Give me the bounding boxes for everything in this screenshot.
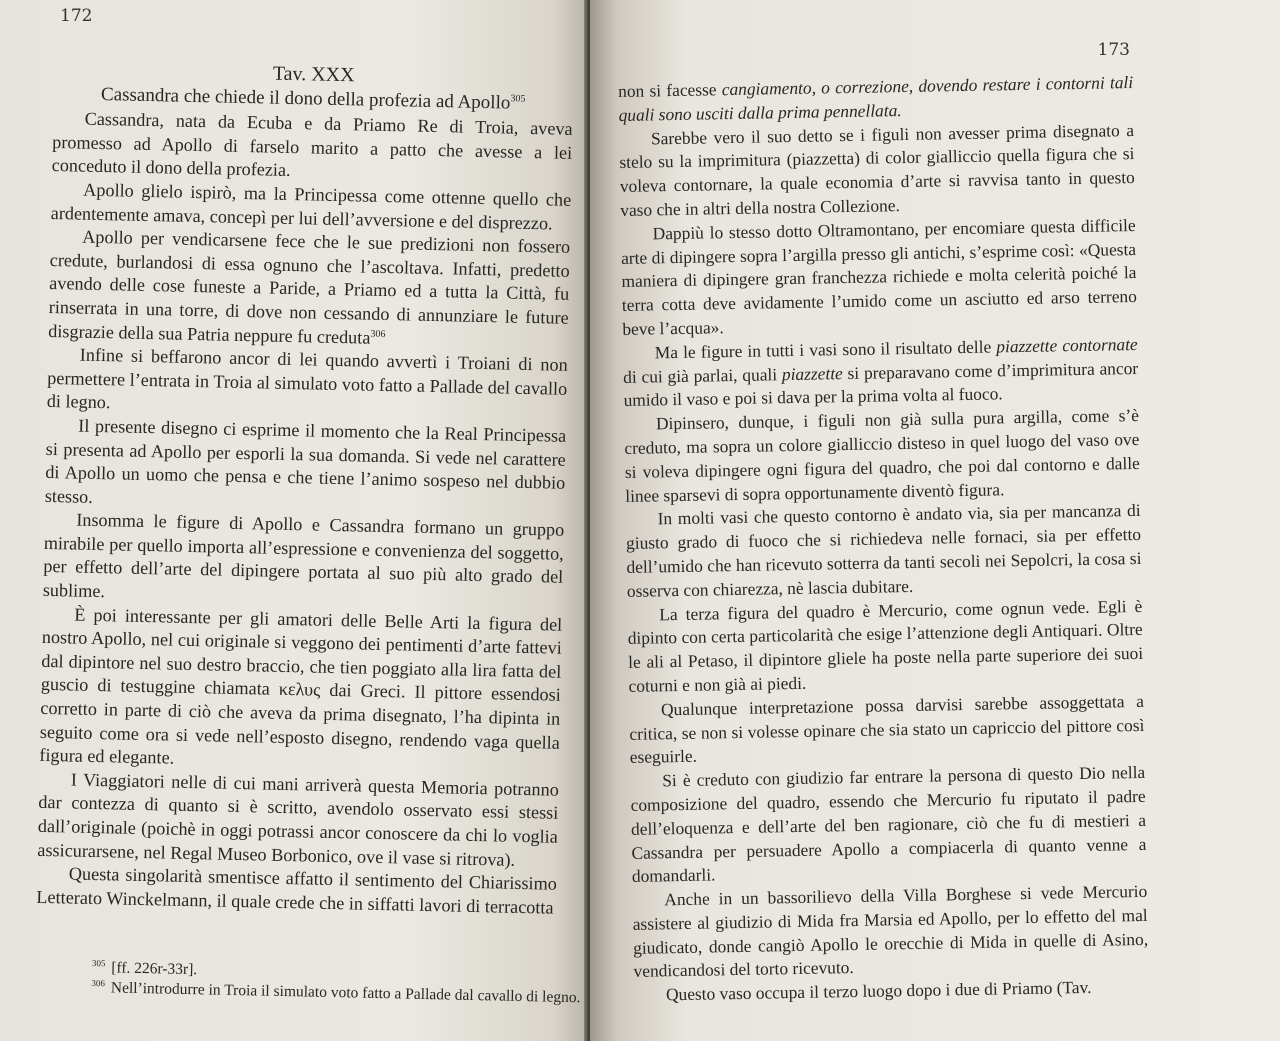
plate-subtitle: Cassandra che chiede il dono della profezia ad Apollo$^{305}$ — [100, 83, 526, 114]
paragraph-r3: Ma le figure in tutti i vasi sono il risultato delle piazzette contornate di cui già parlai, quali piazzette si preparavano come d’imprimitura ancor umido il vaso e poi si dava per la prima volta al fuoco. — [623, 333, 1139, 411]
paragraph-3: Apollo per vendicarsene fece che le sue predizioni non fossero credute, burlandosi di essa ognuno che l’ascoltava. Infatti, predetto avendo delle cose funeste a Paride, a Priamo ed a tutta la Città, fu rinserrata in una torre, di dove non cessando di annunziare le future disgrazie della sua Patria neppure fu creduta$^{306}$ — [48, 226, 571, 348]
footnote-ref-305: 305 — [510, 92, 526, 105]
continuation-paragraph: non si facesse cangiamento, o correzione, dovendo restare i contorni tali quali sono usciti dalla prima pennellata. — [618, 72, 1134, 125]
paragraph-r1: Sarebbe vero il suo detto se i figuli non avesser prima disegnato a stelo su la imprimitura (piazzetta) di color gialliccio quella figura che si voleva contornare, la quale economia d’arte si ravvisa tanto in questo vaso che in altri della nostra Collezione. — [619, 119, 1135, 220]
paragraph-4: Infine si beffarono ancor di lei quando avvertì i Troiani di non permettere l’entrata in Troia al simulato voto fatto a Pallade del cavallo di legno. — [46, 344, 568, 413]
plate-title: Tav. XXX — [272, 62, 355, 87]
footnote-305: $^{305}$ [ff. 226r-33r]. — [91, 957, 198, 979]
paragraph-9: Questa singolarità smentisce affatto il sentimento del Chiarissimo Letterato Winckelmann, il quale crede che in siffatti lavori di terracotta — [36, 863, 558, 918]
paragraph-1: Cassandra, nata da Ecuba e da Priamo Re di Troia, aveva promesso ad Apollo di farselo marito a patto che avesse a lei conceduto il dono della profezia. — [51, 108, 573, 181]
paragraph-r5: In molti vasi che questo contorno è andato via, sia per mancanza di giusto grado di fuoco che si richiedeva nelle fornaci, sia per effetto dell’umido che han ricevuto sotterra da tanti secoli nei Sepolcri, la cosa si osserva con chiarezza, nè lascia dubitare. — [625, 500, 1142, 601]
paragraph-r8: Si è creduto con giudizio far entrare la persona di questo Dio nella composizione del quadro, essendo che Mercurio fu riputato il padre dell’eloquenza e dell’arte del ben ragionare, ciò che fu di mestieri a Cassandra per persuadere Apollo a compiacerla di quanto venne a domandarli. — [630, 762, 1147, 887]
right-page — [590, 0, 1280, 1041]
paragraph-r6: La terza figura del quadro è Mercurio, come ognun vede. Egli è dipinto con certa particolarità che esige l’attenzione degli Antiquari. Oltre le ali al Petaso, il dipintore gliele ha poste nella parte superiore dei suoi coturni e non già ai piedi. — [627, 595, 1144, 696]
left-page — [0, 0, 588, 1041]
footnote-ref-306: 306 — [370, 328, 386, 340]
footnote-306: $^{306}$ Nell’introdurre in Troia il simulato voto fatto a Pallade dal cavallo di legno. — [91, 977, 581, 1007]
right-page-text — [618, 71, 1149, 1008]
paragraph-7: È poi interessante per gli amatori delle Belle Arti la figura del nostro Apollo, nel cui originale si veggono dei pentimenti d’arte fattevi dal dipintore nel suo destro braccio, che tien poggiato alla lira fatta del guscio di testuggine chiamata κελυς dai Greci. Il pittore essendosi corretto in parte di ciò che aveva da prima disegnato, l’ha dipinta in seguito come ora si vede nell’esposto disegno, rendendo vaga quella figura ed elegante. — [39, 604, 563, 768]
paragraph-2: Apollo glielo ispirò, ma la Principessa come ottenne quello che ardentemente amava, concepì per lui dell’avversione e del disprezzo. — [50, 179, 572, 234]
paragraph-6: Insomma le figure di Apollo e Cassandra formano un gruppo mirabile per quello importa all’espressione e convenienza del soggetto, per effetto dell’arte del dipingere portata al suo più alto grado del sublime. — [42, 509, 565, 602]
paragraph-r4: Dipinsero, dunque, i figuli non già sulla pura argilla, come s’è creduto, ma sopra un colore gialliccio disteso in quel luogo del vaso ove si voleva dipingere ogni figura del quadro, che poi dal contorno e dalle linee sparsevi di sopra opportunamente diventò figura. — [624, 405, 1140, 506]
paragraph-5: Il presente disegno ci esprime il momento che la Real Principessa si presenta ad Apollo per esporli la sua domanda. Si vede nel carattere di Apollo un uomo che pensa e che tiene l’animo sospeso nel dubbio stesso. — [44, 415, 567, 507]
paragraph-8: I Viaggiatori nelle di cui mani arriverà questa Memoria potranno dar contezza di quanto si è scritto, avendolo osservato essi stessi dall’originale (poichè in oggi potrassi ancor conoscere da chi lo voglia assicurarsene, nel Regal Museo Borbonico, ove il vase si ritrova). — [37, 769, 559, 870]
page-number-left: 172 — [60, 6, 93, 26]
left-page-text — [36, 58, 574, 920]
paragraph-r2: Dappiù lo stesso dotto Oltramontano, per encomiare questa difficile arte di dipingere sopra l’argilla presso gli antichi, s’esprime così: «Questa maniera di dipingere gran franchezza richiede e molta celerità poiché la terra cotta deve avidamente l’umido come un asciutto ed arso terreno beve l’acqua». — [620, 214, 1138, 339]
page-number-right: 173 — [1097, 40, 1130, 60]
paragraph-r10: Questo vaso occupa il terzo luogo dopo i due di Priamo (Tav. — [665, 977, 1092, 1005]
footnotes — [91, 958, 582, 1008]
paragraph-r7: Qualunque interpretazione possa darvisi sarebbe assoggettata a critica, se non si volesse opinare che sia stato un capriccio del pittore così eseguirle. — [629, 690, 1145, 768]
paragraph-r9: Anche in un bassorilievo della Villa Borghese si vede Mercurio assistere al giudizio di Mida fra Marsia ed Apollo, per lo effetto del mal giudicato, donde cangiò Apollo le orecchie di Mida in quelle di Asino, vendicandosi del torto ricevuto. — [632, 880, 1149, 982]
